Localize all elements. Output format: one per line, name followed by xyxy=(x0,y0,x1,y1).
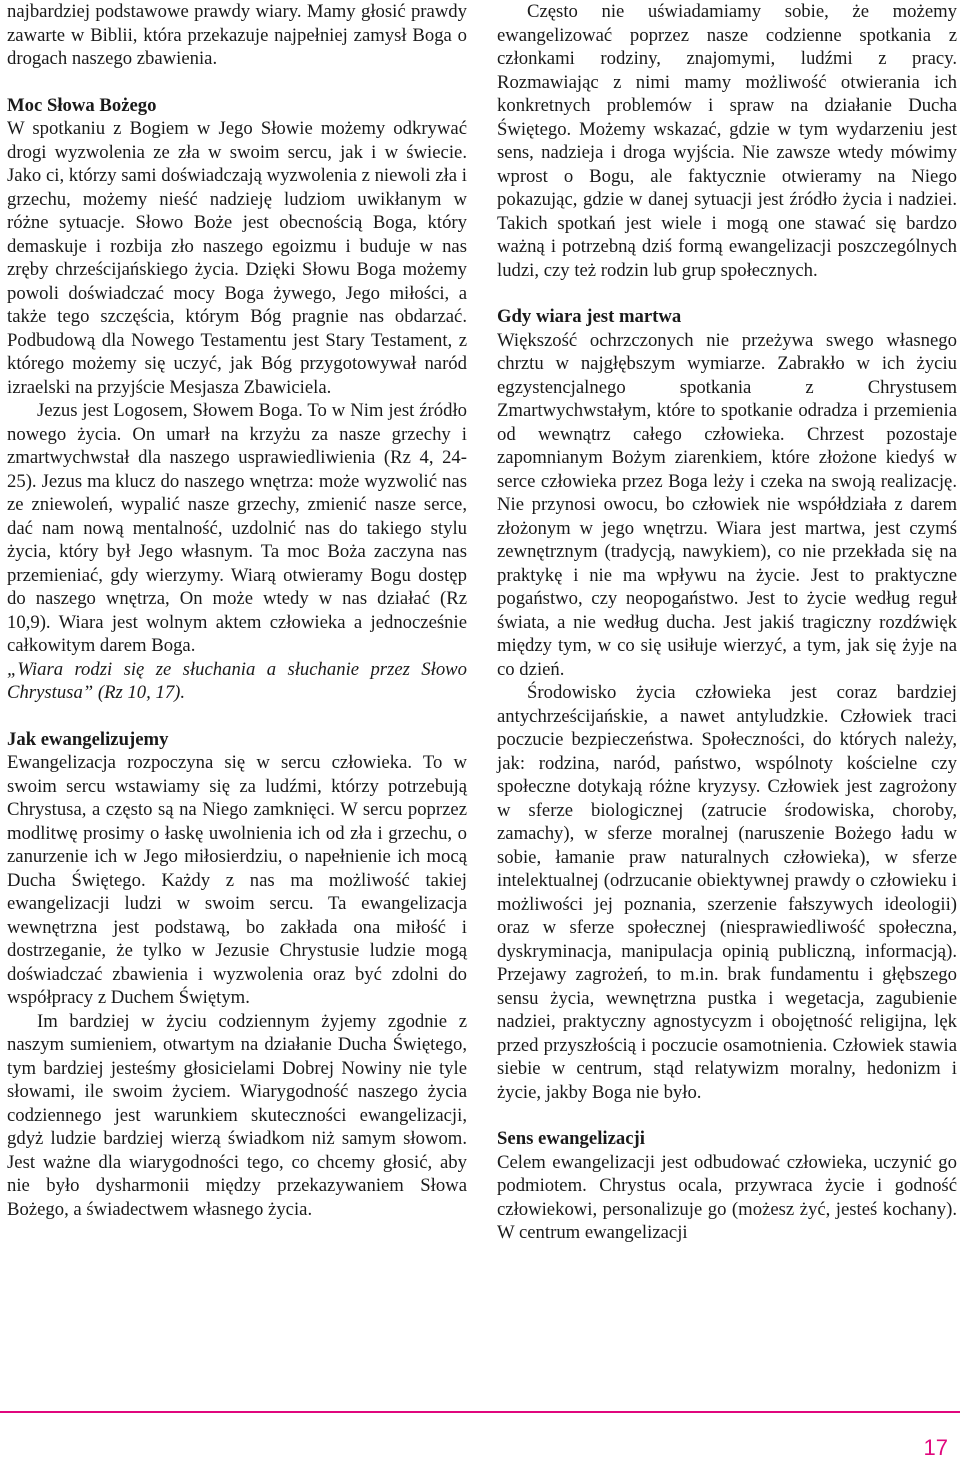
left-intro-paragraph: najbardziej podstawowe prawdy wiary. Mamy głosić prawdy zawarte w Biblii, która przekazuje najpełniej zamysł Boga o drogach naszego zbawienia. xyxy=(7,1,467,69)
footer-divider xyxy=(0,1411,960,1413)
moc-slowa-paragraph-1: W spotkaniu z Bogiem w Jego Słowie możemy odkrywać drogi wyzwolenia ze zła w swoim sercu, jak i w świecie. Jako ci, którzy sami doświadczają wyzwolenia z niewoli zła i grzechu, możemy nieść nadzieję ludziom uwikłanym w różne sytuacje. Słowo Boże jest obecnością Boga, który demaskuje i rozbija zło naszego egoizmu i buduje w nas zręby chrześcijańskiego życia. Dzięki Słowu Boga możemy powoli doświadczać mocy Boga żywego, Jego miłości, a także tego szczęścia, którym Bóg pragnie nas obdarzać. Podbudową dla Nowego Testamentu jest Stary Testament, z którego możemy się uczyć, jak Bóg przygotowywał naród izraelski na przyjście Mesjasza Zbawiciela. xyxy=(7,118,467,398)
left-column xyxy=(7,0,467,1221)
page-number: 17 xyxy=(923,1435,948,1460)
section-heading-jak-ewangelizujemy: Jak ewangelizujemy xyxy=(7,728,169,750)
bible-quote-text: „Wiara rodzi się ze słuchania a słuchanie przez Słowo Chrystusa” (Rz 10, 17). xyxy=(7,658,467,703)
jak-ewangelizujemy-paragraph-1: Ewangelizacja rozpoczyna się w sercu człowieka. To w swoim sercu wstawiamy się za ludźmi, którzy potrzebują Chrystusa, a często są na Niego zamknięci. W sercu poprzez modlitwę prosimy o łaskę uwolnienia ich od zła i grzechu, o zanurzenie ich w Jego miłosierdziu, o napełnienie ich mocą Ducha Świętego. Każdy z nas ma możliwość takiej ewangelizacji ludzi w swoim sercu. Ta ewangelizacja wewnętrzna jest podstawą, bo zakłada ona miłość i dostrzeganie, że tylko w Jezusie Chrystusie ludzie mogą doświadczać zbawienia i wyzwolenia oraz być zdolni do współpracy z Duchem Świętym. xyxy=(7,752,467,1008)
gdy-wiara-paragraph-2: Środowisko życia człowieka jest coraz bardziej antychrześcijańskie, a nawet antyludzkie. Człowiek traci poczucie bezpieczeństwa. Społeczności, do których należy, jak: rodzina, naród, państwo, wspólnoty kościelne czy społeczne dotykają różne kryzysy. Człowiek jest zagrożony w sferze biologicznej (zatrucie środowiska, choroby, zamachy), w sferze moralnej (naruszenie Bożego ładu w sobie, łamanie praw naturalnych człowieka), w sferze intelektualnej (odrzucanie obiektywnej prawdy o człowieku i możliwości jej poznania, szerzenie fałszywych ideologii) oraz w sferze społecznej (niesprawiedliwość społeczna, dyskryminacja, manipulacja opinią publiczną, informacją). Przejawy zagrożeń, to m.in. brak fundamentu i głębszego sensu życia, wewnętrzna pustka i wegetacja, zagubienie nadziei, praktyczny agnostycyzm i obojętność religijna, lęk przed przyszłością i poczucie osamotnienia. Człowiek stawia siebie w centrum, stąd relatywizm moralny, hedonizm i życie, jakby Boga nie było. xyxy=(497,682,957,1103)
section-heading-gdy-wiara-martwa: Gdy wiara jest martwa xyxy=(497,306,682,327)
bible-quote xyxy=(7,658,467,705)
gdy-wiara-paragraph-1: Większość ochrzczonych nie przeżywa swego własnego chrztu w najgłębszym wymiarze. Zabrakło w ich życiu egzystencjalnego spotkania z Chrystusem Zmartwychwstałym, które to spotkanie odradza i przemienia od wewnątrz całego człowieka. Chrzest pozostaje zapomnianym Bożym ziarenkiem, które złożone kiedyś w serce człowieka przez Boga leży i czeka na swoją realizację. Nie przynosi owocu, bo człowiek nie współdziała z darem złożonym w jego wnętrzu. Wiara jest martwa, jest czymś zewnętrznym (tradycją, nawykiem), co nie przekłada się na praktykę i nie ma wpływu na życie. Jest to praktyczne pogaństwo, czy neopogaństwo. Jest to życie według reguł świata, a nie według ducha. Jest jakiś tragiczny rozdźwięk między tym, w co się usiłuje wierzyć, a tym, jak się żyje na co dzień. xyxy=(497,329,957,680)
sens-ewangelizacji-paragraph-1: Celem ewangelizacji jest odbudować człowieka, uczynić go podmiotem. Chrystus ocala, przywraca życie i godność człowiekowi, personalizuje go (możesz żyć, jesteś kochany). W centrum ewangelizacji xyxy=(497,1151,957,1243)
section-heading-moc-slowa: Moc Słowa Bożego xyxy=(7,94,157,116)
right-column xyxy=(497,0,957,1245)
jak-ewangelizujemy-paragraph-2: Im bardziej w życiu codziennym żyjemy zgodnie z naszym sumieniem, otwartym na działanie Ducha Świętego, tym bardziej jesteśmy głosicielami Dobrej Nowiny nie tyle słowami, ile swoim życiem. Wiarygodność naszego życia codziennego jest warunkiem skuteczności ewangelizacji, gdyż ludzie bardziej wierzą świadkom niż samym słowom. Jest ważne dla wiarygodności tego, co chcemy głosić, aby nie było dysharmonii między przekazywaniem Słowa Bożego, a świadectwem własnego życia. xyxy=(7,1010,467,1220)
right-intro-paragraph: Często nie uświadamiamy sobie, że możemy ewangelizować poprzez nasze codzienne spotkania z członkami rodziny, znajomymi, ludźmi z pracy. Rozmawiając z nimi mamy możliwość otwierania ich konkretnych problemów i spraw na działanie Ducha Świętego. Możemy wskazać, gdzie w tym wydarzeniu jest sens, nadzieja i droga wyjścia. Nie zawsze wtedy mówimy wprost o Bogu, ale faktycznie otwieramy na Niego pokazując, gdzie w danej sytuacji jest źródło życia i nadziei. Takich spotkań jest wiele i mogą one stawać się bardzo ważną i potrzebną dziś formą ewangelizacji poszczególnych ludzi, czy też rodzin lub grup społecznych. xyxy=(497,1,957,281)
moc-slowa-paragraph-2: Jezus jest Logosem, Słowem Boga. To w Nim jest źródło nowego życia. On umarł na krzyżu za nasze grzechy i zmartwychwstał dla naszego usprawiedliwienia (Rz 4, 24-25). Jezus ma klucz do naszego wnętrza: może wyzwolić nas ze zniewoleń, wypalić nasze grzechy, zmienić nasze serce, dać nam nową mentalność, uzdolnić nas do takiego stylu życia, który był Jego własnym. Ta moc Boża zaczyna nas przemieniać, gdy wierzymy. Wiarą otwieramy Bogu dostęp do naszego wnętrza, On może wtedy w nas działać (Rz 10,9). Wiara jest wolnym aktem człowieka a jednocześnie całkowitym darem Boga. xyxy=(7,400,467,656)
section-heading-sens-ewangelizacji: Sens ewangelizacji xyxy=(497,1128,645,1149)
